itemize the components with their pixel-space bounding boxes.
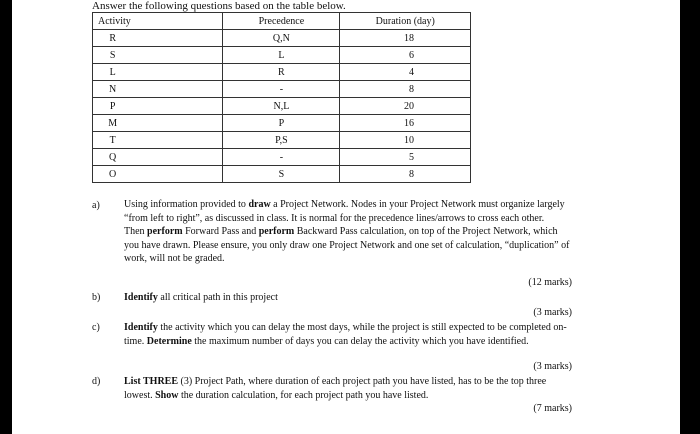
table-row bbox=[93, 64, 471, 81]
table-row bbox=[93, 47, 471, 64]
cell-activity: Q bbox=[93, 149, 223, 166]
question-b-text bbox=[124, 291, 572, 305]
q-c-bold-determine: Determine bbox=[146, 335, 192, 347]
header-precedence: Precedence bbox=[223, 13, 340, 30]
q-b-bold-identify: Identify bbox=[124, 292, 158, 303]
cell-duration: 8 bbox=[340, 166, 471, 183]
cell-activity: L bbox=[93, 64, 223, 81]
table-row bbox=[93, 115, 471, 132]
q-b-text: all critical path in this project bbox=[157, 292, 278, 303]
question-a-paragraph-1 bbox=[124, 198, 572, 225]
cell-duration: 8 bbox=[340, 81, 471, 98]
question-d-marks: (7 marks) bbox=[533, 403, 572, 414]
cell-precedence: P,S bbox=[223, 132, 340, 149]
question-a-marks: (12 marks) bbox=[528, 277, 572, 288]
cell-duration: 6 bbox=[340, 47, 471, 64]
cell-precedence: - bbox=[223, 81, 340, 98]
cell-duration: 18 bbox=[340, 30, 471, 47]
question-b-marks: (3 marks) bbox=[533, 307, 572, 318]
q-d-bold-list-three: List THREE bbox=[124, 376, 178, 387]
cell-precedence: R bbox=[223, 64, 340, 81]
cell-precedence: - bbox=[223, 149, 340, 166]
q-a-bold-draw: draw bbox=[248, 199, 271, 210]
cell-precedence: P bbox=[223, 115, 340, 132]
cell-activity: T bbox=[93, 132, 223, 149]
table-row bbox=[93, 132, 471, 149]
q-a-bold-perform-2: perform bbox=[258, 226, 295, 237]
header-activity: Activity bbox=[93, 13, 223, 30]
intro-text: Answer the following questions based on the table below. bbox=[92, 0, 346, 12]
table-row bbox=[93, 166, 471, 183]
cell-duration: 4 bbox=[340, 64, 471, 81]
q-a-text-3: Then bbox=[124, 226, 148, 237]
q-a-text-1: Using information provided to bbox=[124, 199, 249, 210]
question-c-marks: (3 marks) bbox=[533, 361, 572, 372]
cell-activity: R bbox=[93, 30, 223, 47]
q-d-text-2: the duration calculation, for each project path you have listed. bbox=[178, 389, 429, 401]
cell-activity: N bbox=[93, 81, 223, 98]
q-c-bold-identify: Identify bbox=[124, 322, 158, 333]
cell-activity: S bbox=[93, 47, 223, 64]
table-row bbox=[93, 98, 471, 115]
cell-activity: P bbox=[93, 98, 223, 115]
cell-duration: 5 bbox=[340, 149, 471, 166]
question-b-letter: b) bbox=[92, 292, 101, 303]
header-duration: Duration (day) bbox=[340, 13, 471, 30]
q-a-bold-perform-1: perform bbox=[147, 226, 183, 237]
cell-precedence: S bbox=[223, 166, 340, 183]
cell-precedence: Q,N bbox=[223, 30, 340, 47]
q-d-text-1: (3) Project Path, where duration of each project path you have listed, has to be the top three lowest. bbox=[124, 376, 547, 401]
table-body bbox=[93, 30, 471, 183]
table-row bbox=[93, 81, 471, 98]
cell-precedence: L bbox=[223, 47, 340, 64]
q-c-text-2: the maximum number of days you can delay the activity which you have identified. bbox=[191, 335, 529, 347]
activity-table bbox=[92, 12, 471, 183]
cell-duration: 10 bbox=[340, 132, 471, 149]
table-row bbox=[93, 149, 471, 166]
q-a-text-5: Backward Pass calculation, on top of the Project Network, which you have drawn. Please ensure, you only draw one Project Network and one set of calculation, “duplication” of work, will not be graded. bbox=[124, 226, 570, 264]
cell-precedence: N,L bbox=[223, 98, 340, 115]
question-d-text bbox=[124, 375, 572, 402]
question-a-text bbox=[124, 198, 572, 266]
cell-activity: O bbox=[93, 166, 223, 183]
q-d-bold-show: Show bbox=[155, 389, 179, 401]
q-a-text-4: Forward Pass and bbox=[182, 226, 259, 237]
q-a-text-2: a Project Network. Nodes in your Project Network must organize largely “from left to right”, as discussed in class. It is normal for the precedence lines/arrows to cross each other. bbox=[124, 199, 565, 224]
table-row bbox=[93, 30, 471, 47]
table-header-row bbox=[93, 13, 471, 30]
cell-activity: M bbox=[93, 115, 223, 132]
question-a-letter: a) bbox=[92, 200, 100, 211]
question-c-letter: c) bbox=[92, 322, 100, 333]
question-c-text bbox=[124, 321, 572, 348]
document-page bbox=[12, 0, 680, 434]
cell-duration: 20 bbox=[340, 98, 471, 115]
question-d-letter: d) bbox=[92, 376, 101, 387]
question-a-paragraph-2 bbox=[124, 225, 572, 266]
q-c-text-1: the activity which you can delay the most days, while the project is still expected to be completed on-time. bbox=[124, 322, 567, 347]
cell-duration: 16 bbox=[340, 115, 471, 132]
